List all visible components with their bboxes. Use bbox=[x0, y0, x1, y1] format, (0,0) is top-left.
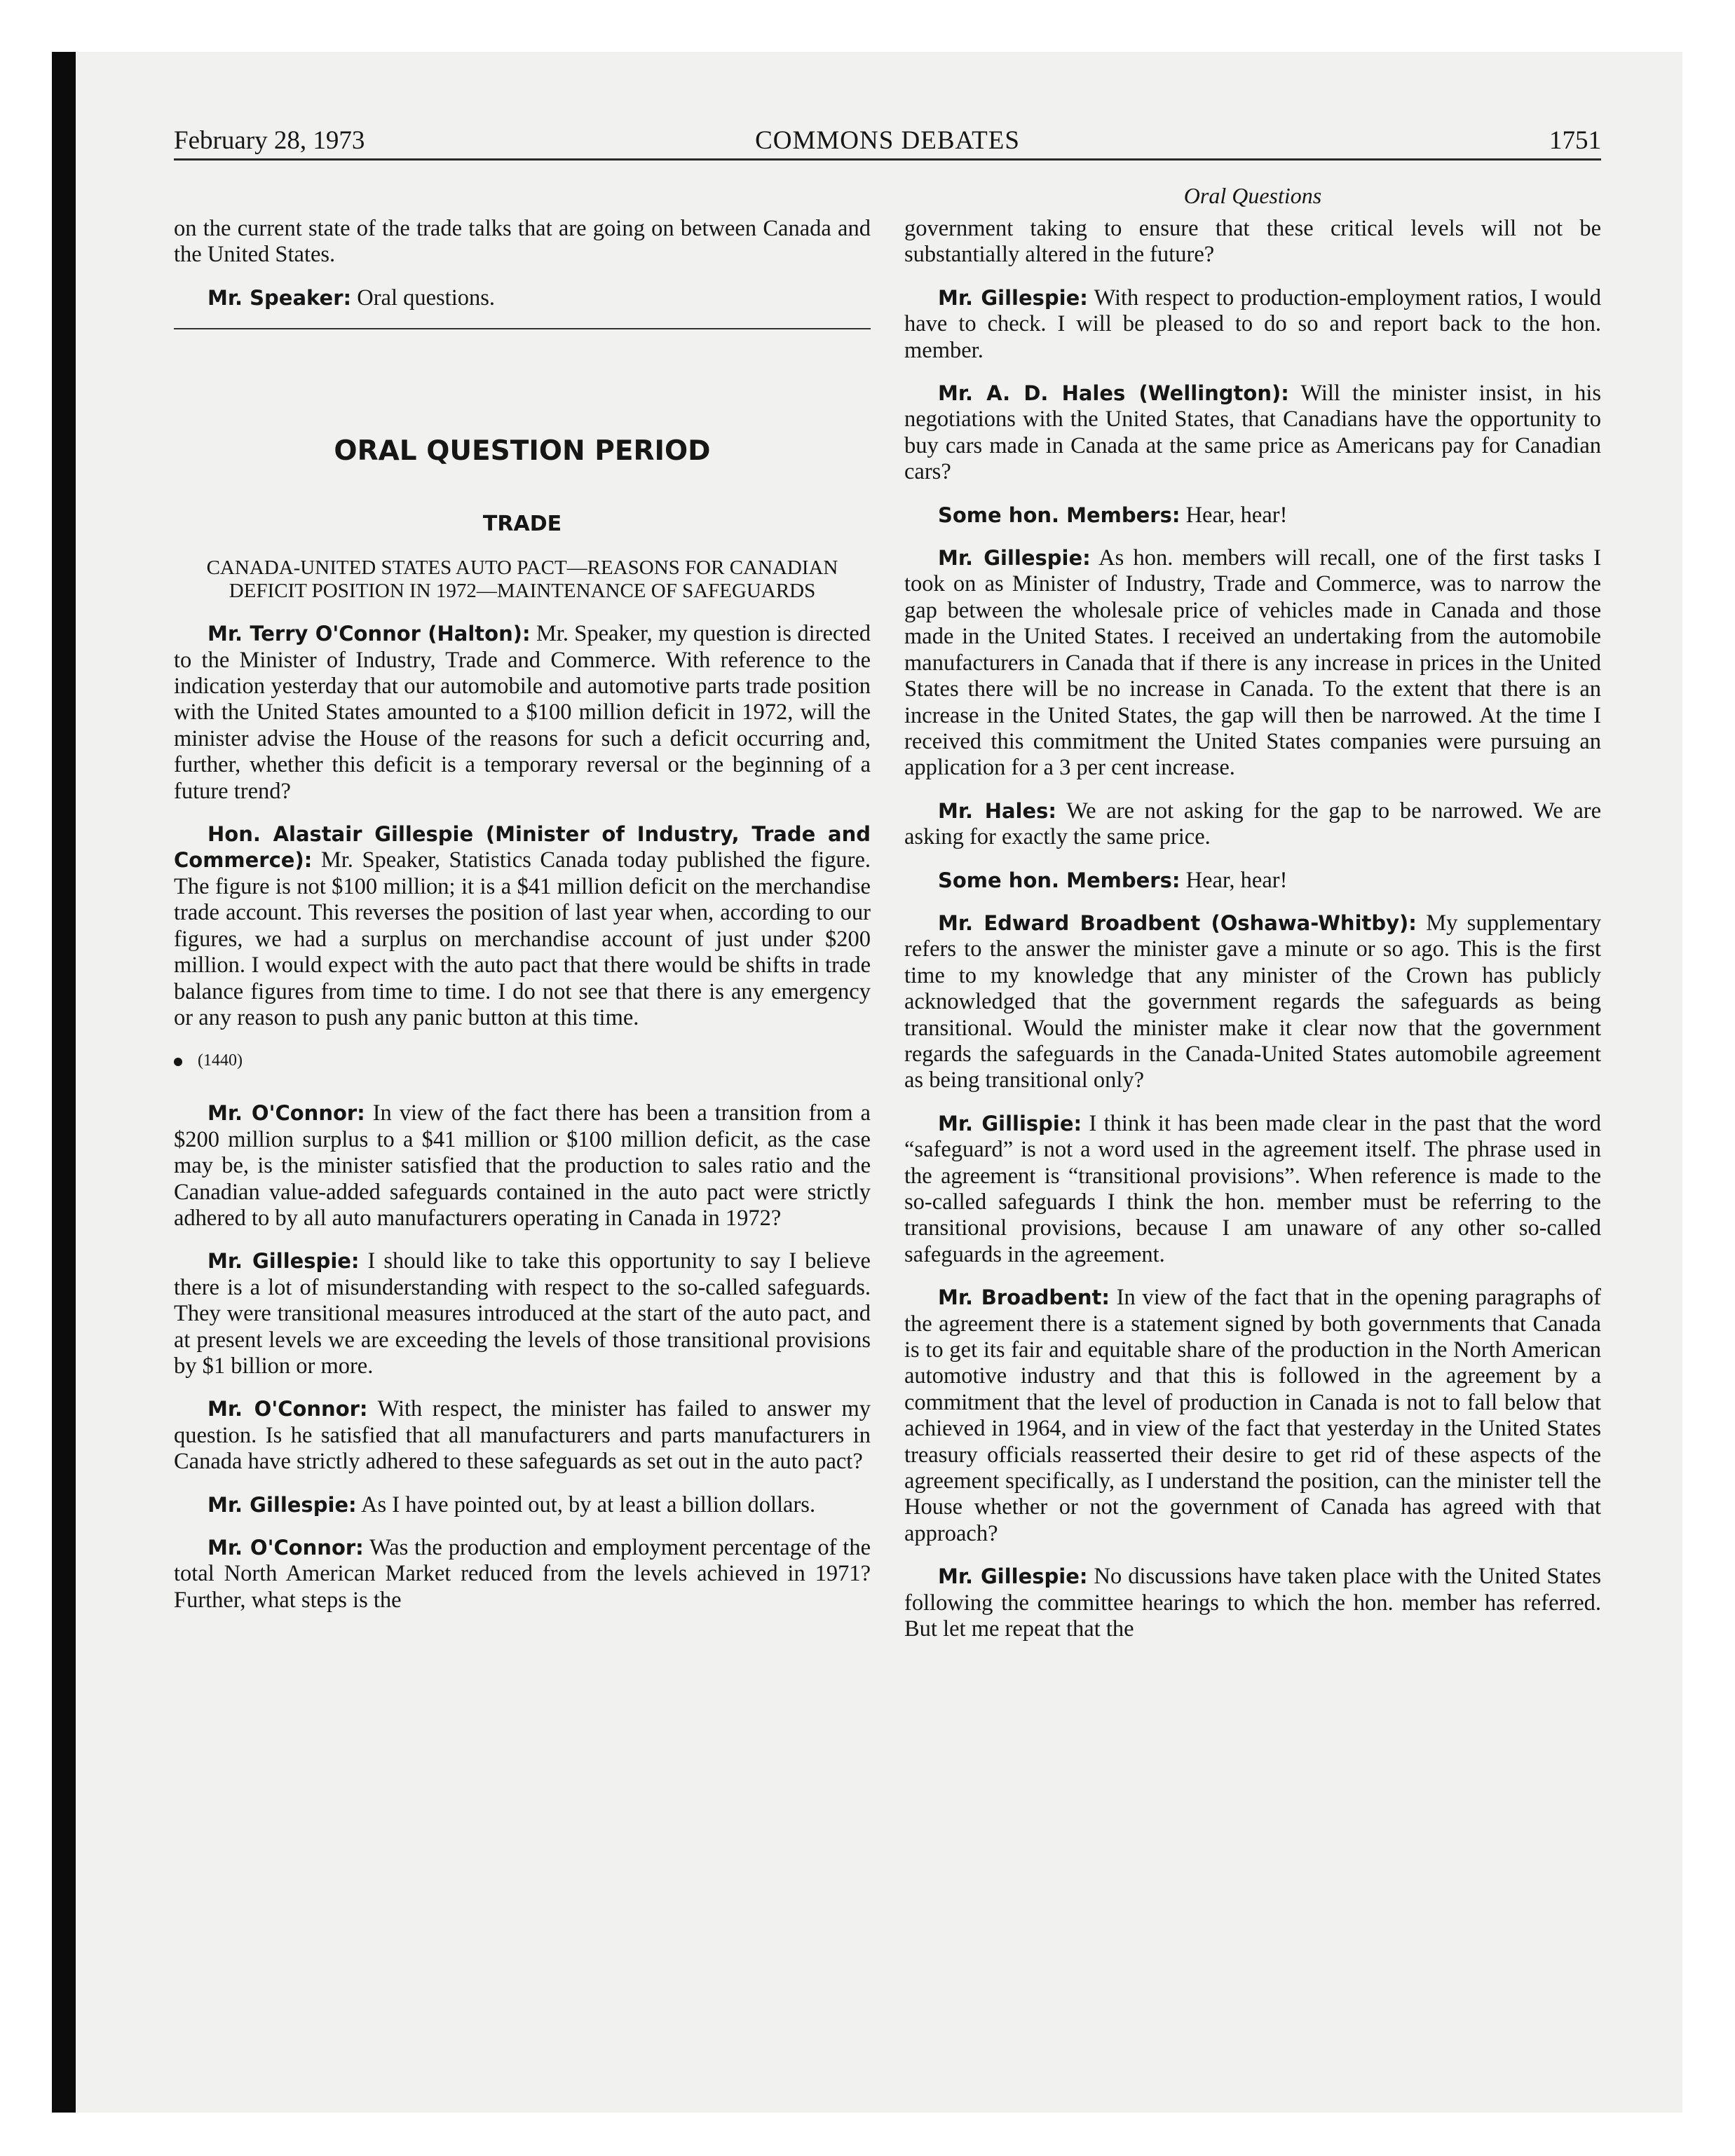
speech-paragraph bbox=[174, 1100, 871, 1231]
speech-paragraph bbox=[174, 1396, 871, 1475]
speaker-name: Some hon. Members: bbox=[938, 868, 1181, 892]
speech-paragraph bbox=[904, 1564, 1601, 1642]
speech-text: Hear, hear! bbox=[1180, 502, 1288, 528]
subheading: TRADE bbox=[482, 512, 562, 537]
speaker-name: Mr. Edward Broadbent (Oshawa-Whitby): bbox=[938, 910, 1417, 935]
topic-heading: CANADA-UNITED STATES AUTO PACT—REASONS FOR CANADIAN DEFICIT POSITION IN 1972—MAINTENANCE OF SAFEGUARDS bbox=[206, 557, 838, 603]
speech-paragraph bbox=[174, 821, 871, 1031]
speech-text: My supplementary refers to the answer the minister gave a minute or so ago. This is the first time to my knowledge that any minister of the Crown has publicly acknowledged that the government regards the safeguards as being transitional. Would the minister make it clear now that the government regards the safeguards in the Canada-United States automobile agreement as being transitional only? bbox=[904, 910, 1602, 1093]
time-marker-text: (1440) bbox=[198, 1051, 243, 1070]
speech-text: Was the production and employment percentage of the total North American Market reduced from the levels achieved in 1971? Further, what steps is the bbox=[174, 1535, 871, 1613]
speaker-name: Mr. A. D. Hales (Wellington): bbox=[938, 381, 1289, 406]
main-heading: ORAL QUESTION PERIOD bbox=[334, 435, 711, 468]
speaker-name: Mr. O'Connor: bbox=[207, 1536, 364, 1560]
speaker-name: Mr. Broadbent: bbox=[938, 1285, 1110, 1310]
speaker-name: Mr. Gillespie: bbox=[938, 546, 1091, 571]
speech-text: Oral questions. bbox=[351, 285, 496, 311]
speech-paragraph bbox=[174, 1492, 871, 1518]
speech-paragraph bbox=[904, 1285, 1601, 1547]
continuation-paragraph: government taking to ensure that these critical levels will not be substantially altered in the future? bbox=[904, 216, 1601, 268]
speech-paragraph bbox=[174, 1535, 871, 1613]
speaker-name: Mr. Gillespie: bbox=[207, 1249, 360, 1274]
left-column bbox=[174, 216, 871, 1630]
running-header bbox=[174, 123, 1601, 161]
header-page-number: 1751 bbox=[1549, 126, 1601, 155]
speaker-name: Mr. Speaker: bbox=[207, 285, 352, 310]
speech-paragraph bbox=[904, 1111, 1601, 1268]
speech-paragraph bbox=[904, 910, 1601, 1094]
speech-paragraph bbox=[904, 545, 1601, 782]
speaker-name: Hon. Alastair Gillespie (Minister of Industry, Trade and Commerce): bbox=[174, 822, 871, 873]
speech-paragraph bbox=[904, 503, 1601, 528]
speech-paragraph bbox=[174, 285, 871, 311]
speaker-name: Mr. Hales: bbox=[938, 798, 1056, 823]
speaker-name: Mr. O'Connor: bbox=[207, 1397, 368, 1421]
speech-text: Mr. Speaker, my question is directed to the Minister of Industry, Trade and Commerce. With reference to the indication yesterday that our automobile and automotive parts trade position with the United States amounted to a $100 million deficit in 1972, will the minister advise the House of the reasons for such a deficit occurring and, further, whether this deficit is a temporary reversal or the beginning of a future trend? bbox=[174, 621, 871, 804]
speech-text: With respect to production-employment ratios, I would have to check. I will be pleased to do so and report back to the hon. member. bbox=[904, 285, 1601, 363]
speech-paragraph bbox=[174, 621, 871, 805]
right-column bbox=[904, 216, 1601, 1660]
speech-text: Hear, hear! bbox=[1180, 867, 1288, 893]
speaker-name: Mr. Gillespie: bbox=[938, 285, 1088, 310]
section-label: Oral Questions bbox=[1183, 183, 1322, 208]
speech-text: We are not asking for the gap to be narrowed. We are asking for exactly the same price. bbox=[904, 798, 1601, 850]
speaker-name: Some hon. Members: bbox=[938, 503, 1181, 527]
speech-text: I think it has been made clear in the past that the word “safeguard” is not a word used in the agreement itself. The phrase used in the agreement is “transitional provisions”. When reference is made to the so-called safeguards I think the hon. member must be referring to the transitional provisions, because I am unaware of any other so-called safeguards in the agreement. bbox=[904, 1110, 1601, 1267]
speech-paragraph bbox=[904, 868, 1601, 894]
speech-paragraph bbox=[904, 285, 1601, 364]
speech-text: No discussions have taken place with the United States following the committee hearings to which the hon. member has referred. But let me repeat that the bbox=[904, 1564, 1601, 1642]
speech-text: As I have pointed out, by at least a billion dollars. bbox=[356, 1492, 816, 1517]
bullet-icon bbox=[174, 1058, 182, 1066]
intro-paragraph: on the current state of the trade talks that are going on between Canada and the United States. bbox=[174, 216, 871, 268]
speech-text: In view of the fact there has been a transition from a $200 million surplus to a $41 million or $100 million deficit, as the case may be, is the minister satisfied that the production to sales ratio and the Canadian value-added safeguards contained in the auto pact were strictly adhered to by all auto manufacturers operating in Canada in 1972? bbox=[174, 1100, 871, 1231]
speech-text: As hon. members will recall, one of the first tasks I took on as Minister of Industry, Trade and Commerce, was to narrow the gap between the wholesale price of vehicles made in Canada and those made in the United States. I received an undertaking from the automobile manufacturers in Canada that if there is any increase in prices in the United States there will be no increase in Canada. To the extent that there is an increase in the United States, the gap will then be narrowed. At the time I received this commitment the United States companies were pursuing an application for a 3 per cent increase. bbox=[904, 545, 1601, 781]
speeches-before-marker bbox=[174, 621, 871, 1031]
time-marker bbox=[174, 1048, 871, 1074]
speaker-name: Mr. Gillespie: bbox=[938, 1564, 1088, 1589]
speech-text: Will the minister insist, in his negotiations with the United States, that Canadians have the opportunity to buy cars made in Canada at the same price as Americans pay for Canadian cars? bbox=[904, 381, 1601, 485]
binding-edge bbox=[52, 52, 76, 2113]
speech-text: Mr. Speaker, Statistics Canada today published the figure. The figure is not $100 million; it is a $41 million deficit on the merchandise trade account. This reverses the position of last year when, according to our figures, we had a surplus on merchandise account of just under $200 million. I would expect with the auto pact that there would be shifts in trade balance figures from time to time. I do not see that there is any emergency or any reason to push any panic button at this time. bbox=[174, 847, 871, 1030]
speech-text: With respect, the minister has failed to answer my question. Is he satisfied that all manufacturers and parts manufacturers in Canada have strictly adhered to these safeguards as set out in the auto pact? bbox=[174, 1396, 871, 1475]
speaker-name: Mr. Gillespie: bbox=[207, 1492, 357, 1517]
right-speeches bbox=[904, 285, 1601, 1643]
speech-paragraph bbox=[904, 798, 1601, 851]
header-journal-title: COMMONS DEBATES bbox=[755, 126, 1020, 155]
speeches-after-marker bbox=[174, 1100, 871, 1613]
speaker-name: Mr. Terry O'Connor (Halton): bbox=[207, 622, 531, 646]
speaker-name: Mr. O'Connor: bbox=[207, 1101, 365, 1126]
speech-text: In view of the fact that in the opening paragraphs of the agreement there is a statement signed by both governments that Canada is to get its fair and equitable share of the production in the North American automotive industry and that this is followed in the agreement by a commitment that the level of production in Canada is not to fall below that achieved in 1964, and in view of the fact that yesterday in the United States treasury officials reasserted their desire to get rid of these aspects of the agreement specifically, as I understand the position, can the minister tell the House whether or not the government of Canada has agreed with that approach? bbox=[904, 1285, 1601, 1546]
speech-paragraph bbox=[174, 1248, 871, 1379]
speech-paragraph bbox=[904, 381, 1601, 486]
header-date: February 28, 1973 bbox=[174, 126, 365, 155]
speech-text: I should like to take this opportunity to say I believe there is a lot of misunderstanding with respect to the so-called safeguards. They were transitional measures introduced at the start of the auto pact, and at present levels we are exceeding the levels of those transitional provisions by $1 billion or more. bbox=[174, 1248, 871, 1379]
speaker-name: Mr. Gillispie: bbox=[938, 1111, 1082, 1135]
